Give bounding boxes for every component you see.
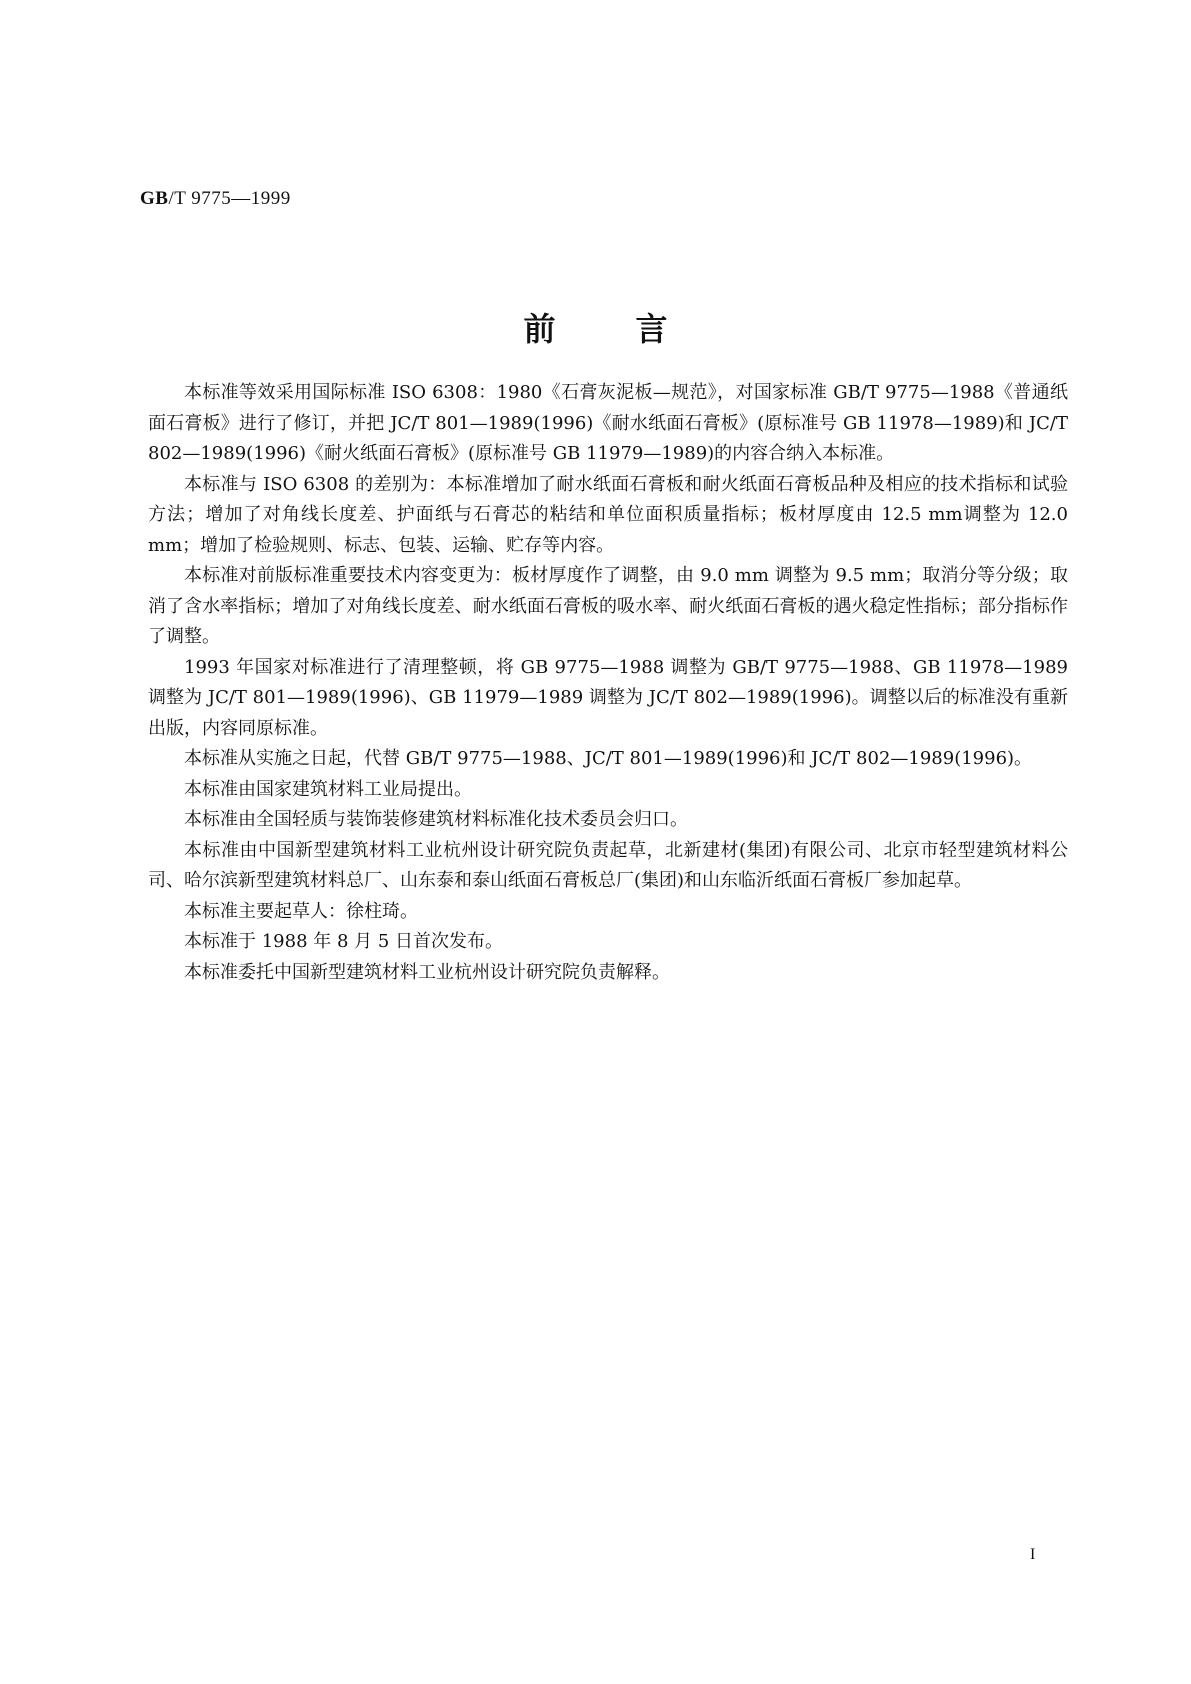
page-number: I bbox=[1030, 1546, 1036, 1563]
paragraph-8: 本标准由中国新型建筑材料工业杭州设计研究院负责起草，北新建材(集团)有限公司、北京市轻型建筑材料公司、哈尔滨新型建筑材料总厂、山东泰和泰山纸面石膏板总厂(集团)和山东临沂纸面石膏板厂参加起草。 bbox=[148, 839, 1068, 891]
paragraph-3: 本标准对前版标准重要技术内容变更为：板材厚度作了调整，由 9.0 mm 调整为 9.5 mm；取消分等分级；取消了含水率指标；增加了对角线长度差、耐水纸面石膏板的吸水率、耐火纸面石膏板的遇火稳定性指标；部分指标作了调整。 bbox=[148, 565, 1068, 647]
paragraph-5: 本标准从实施之日起，代替 GB/T 9775—1988、JC/T 801—1989(1996)和 JC/T 802—1989(1996)。 bbox=[184, 748, 1033, 769]
standard-number-header bbox=[140, 188, 291, 210]
standard-code: /T 9775—1999 bbox=[168, 188, 291, 209]
page-title: 前言 bbox=[523, 310, 748, 348]
paragraph-11: 本标准委托中国新型建筑材料工业杭州设计研究院负责解释。 bbox=[184, 961, 670, 983]
paragraph-4: 1993 年国家对标准进行了清理整顿，将 GB 9775—1988 调整为 GB/T 9775—1988、GB 11978—1989 调整为 JC/T 801—1989(1996)、GB 11979—1989 调整为 JC/T 802—1989(1996)。调整以后的标准没有重新出版，内容同原标准。 bbox=[148, 656, 1068, 739]
paragraph-2: 本标准与 ISO 6308 的差别为：本标准增加了耐水纸面石膏板和耐火纸面石膏板品种及相应的技术指标和试验方法；增加了对角线长度差、护面纸与石膏芯的粘结和单位面积质量指标；板材厚度由 12.5 mm调整为 12.0 mm；增加了检验规则、标志、包装、运输、贮存等内容。 bbox=[148, 473, 1068, 556]
paragraph-6: 本标准由国家建筑材料工业局提出。 bbox=[184, 778, 472, 800]
standard-prefix: GB bbox=[140, 188, 169, 209]
paragraph-10: 本标准于 1988 年 8 月 5 日首次发布。 bbox=[184, 931, 504, 952]
paragraph-9: 本标准主要起草人：徐柱琦。 bbox=[184, 900, 418, 922]
paragraph-7: 本标准由全国轻质与装饰装修建筑材料标准化技术委员会归口。 bbox=[184, 809, 688, 830]
paragraph-1: 本标准等效采用国际标准 ISO 6308：1980《石膏灰泥板—规范》，对国家标准 GB/T 9775—1988《普通纸面石膏板》进行了修订，并把 JC/T 801—1989(1996)《耐水纸面石膏板》(原标准号 GB 11978—1989)和 JC/T 802—1989(1996)《耐火纸面石膏板》(原标准号 GB 11979—1989)的内容合纳入本标准。 bbox=[148, 382, 1068, 464]
foreword-body bbox=[148, 378, 1068, 988]
